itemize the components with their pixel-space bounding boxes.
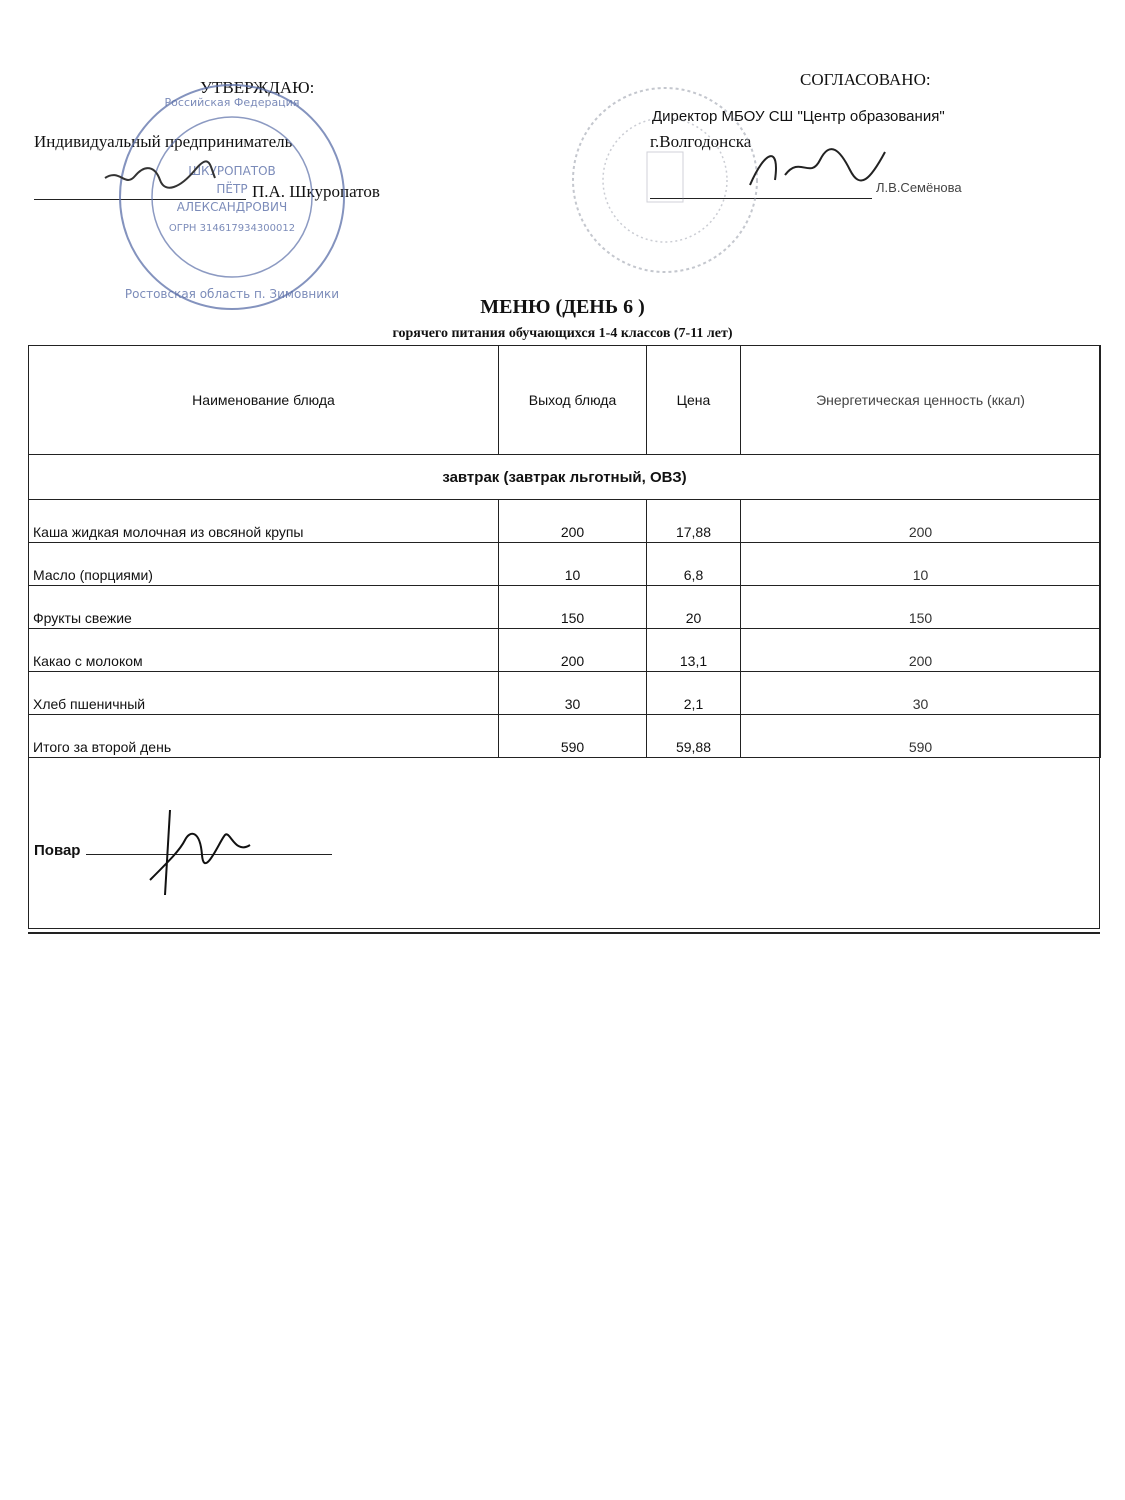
bottom-rule: [28, 932, 1100, 934]
dish-price: 20: [647, 586, 741, 629]
dish-yield: 200: [499, 500, 647, 543]
approval-right-signature-line: [650, 198, 872, 199]
svg-text:ПЁТР: ПЁТР: [216, 182, 248, 196]
total-price: 59,88: [647, 715, 741, 758]
menu-title: МЕНЮ (ДЕНЬ 6 ): [480, 296, 645, 318]
dish-energy: 10: [741, 543, 1101, 586]
dish-yield: 150: [499, 586, 647, 629]
approval-right-city: г.Волгодонска: [650, 132, 752, 151]
approval-left-position: Индивидуальный предприниматель: [34, 132, 293, 151]
left-handwritten-signature: [100, 158, 220, 208]
dish-price: 13,1: [647, 629, 741, 672]
dish-name: Фрукты свежие: [29, 586, 499, 629]
svg-text:АЛЕКСАНДРОВИЧ: АЛЕКСАНДРОВИЧ: [176, 200, 288, 214]
dish-yield: 200: [499, 629, 647, 672]
table-header-row: [29, 346, 1101, 455]
section-title: завтрак (завтрак льготный, ОВЗ): [29, 455, 1101, 500]
dish-price: 17,88: [647, 500, 741, 543]
approval-right-position: Директор МБОУ СШ "Центр образования": [652, 108, 945, 125]
dish-name: Каша жидкая молочная из овсяной крупы: [29, 500, 499, 543]
dish-name: Какао с молоком: [29, 629, 499, 672]
table-row: [29, 629, 1101, 672]
svg-text:ШКУРОПАТОВ: ШКУРОПАТОВ: [188, 164, 276, 178]
approval-left-name: П.А. Шкуропатов: [252, 182, 380, 201]
dish-energy: 30: [741, 672, 1101, 715]
approval-left-signature-line: [34, 199, 246, 200]
menu-subtitle: горячего питания обучающихся 1-4 классов (7-11 лет): [392, 326, 733, 341]
dish-price: 6,8: [647, 543, 741, 586]
approval-right-heading: СОГЛАСОВАНО:: [800, 70, 931, 89]
total-label: Итого за второй день: [29, 715, 499, 758]
total-row: [29, 715, 1101, 758]
table-row: [29, 672, 1101, 715]
total-energy: 590: [741, 715, 1101, 758]
header-yield: Выход блюда: [499, 346, 647, 455]
dish-price: 2,1: [647, 672, 741, 715]
table-row: [29, 543, 1101, 586]
dish-energy: 150: [741, 586, 1101, 629]
approval-left-heading: УТВЕРЖДАЮ:: [200, 78, 315, 97]
dish-yield: 10: [499, 543, 647, 586]
header-dish-name: Наименование блюда: [29, 346, 499, 455]
total-yield: 590: [499, 715, 647, 758]
cook-label: Повар: [34, 842, 81, 859]
section-row: [29, 455, 1101, 500]
svg-text:Ростовская область п. Зимовник: Ростовская область п. Зимовники: [124, 287, 340, 301]
menu-table: [28, 345, 1101, 758]
approval-right-name: Л.В.Семёнова: [876, 180, 962, 195]
svg-text:ОГРН 314617934300012: ОГРН 314617934300012: [168, 223, 296, 234]
svg-text:Российская Федерация: Российская Федерация: [164, 96, 300, 109]
header-price: Цена: [647, 346, 741, 455]
cook-signature-line: [86, 854, 332, 855]
table-row: [29, 500, 1101, 543]
header-energy: Энергетическая ценность (ккал): [741, 346, 1101, 455]
dish-yield: 30: [499, 672, 647, 715]
dish-energy: 200: [741, 500, 1101, 543]
dish-energy: 200: [741, 629, 1101, 672]
right-handwritten-signature: [740, 140, 890, 200]
table-row: [29, 586, 1101, 629]
dish-name: Хлеб пшеничный: [29, 672, 499, 715]
dish-name: Масло (порциями): [29, 543, 499, 586]
